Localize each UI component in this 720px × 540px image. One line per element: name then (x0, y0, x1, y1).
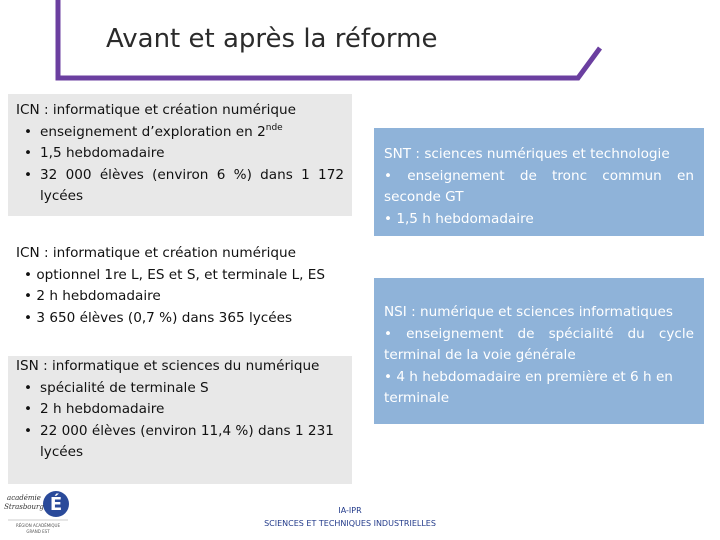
list-item: • 3 650 élèves (0,7 %) dans 365 lycées (24, 309, 293, 326)
svg-text:académie: académie (7, 494, 41, 502)
list-item: • spécialité de terminale S (24, 379, 209, 396)
isn-box (8, 356, 352, 484)
list-item: • 32 000 élèves (environ 6 %) dans 1 172 lycées (24, 166, 344, 205)
svg-text:É: É (49, 494, 63, 515)
page-title: Avant et après la réforme (106, 24, 438, 54)
list-item: • 1,5 hebdomadaire (24, 145, 165, 162)
icn-exploration-heading: ICN : informatique et création numérique (16, 102, 296, 118)
snt-line-1: • enseignement de tronc commun en seconde GT (384, 167, 694, 206)
icn-option-list (16, 265, 344, 330)
list-item: • 22 000 élèves (environ 11,4 %) dans 1 231 lycées (24, 422, 334, 461)
icn-exploration-list (16, 122, 344, 208)
icn-option-box (8, 226, 352, 348)
snt-box (374, 128, 704, 236)
list-item: • 2 h hebdomadaire (24, 401, 165, 418)
nsi-box (374, 278, 704, 424)
list-item: • 2 h hebdomadaire (24, 288, 161, 305)
svg-text:Strasbourg: Strasbourg (4, 503, 44, 511)
nsi-line-2: • 4 h hebdomadaire en première et 6 h en terminale (384, 368, 673, 407)
nsi-line-1: • enseignement de spécialité du cycle terminal de la voie générale (384, 325, 694, 364)
academie-logo (4, 486, 72, 536)
isn-heading: ISN : informatique et sciences du numérique (16, 358, 320, 374)
list-item: • enseignement d’exploration en 2nde (24, 122, 283, 140)
icn-option-heading: ICN : informatique et création numérique (16, 245, 296, 261)
isn-list (16, 378, 344, 464)
nsi-heading: NSI : numérique et sciences informatiques (384, 304, 673, 320)
snt-line-2: • 1,5 h hebdomadaire (384, 210, 534, 227)
icn-exploration-box (8, 94, 352, 216)
footer-line-1: IA-IPR (338, 506, 362, 515)
svg-text:GRAND EST: GRAND EST (26, 529, 50, 534)
snt-heading: SNT : sciences numériques et technologie (384, 146, 670, 162)
svg-text:RÉGION ACADÉMIQUE: RÉGION ACADÉMIQUE (15, 523, 61, 528)
list-item: • optionnel 1re L, ES et S, et terminale L, ES (24, 266, 326, 283)
footer-line-2: SCIENCES ET TECHNIQUES INDUSTRIELLES (264, 519, 436, 528)
footer (250, 504, 450, 530)
